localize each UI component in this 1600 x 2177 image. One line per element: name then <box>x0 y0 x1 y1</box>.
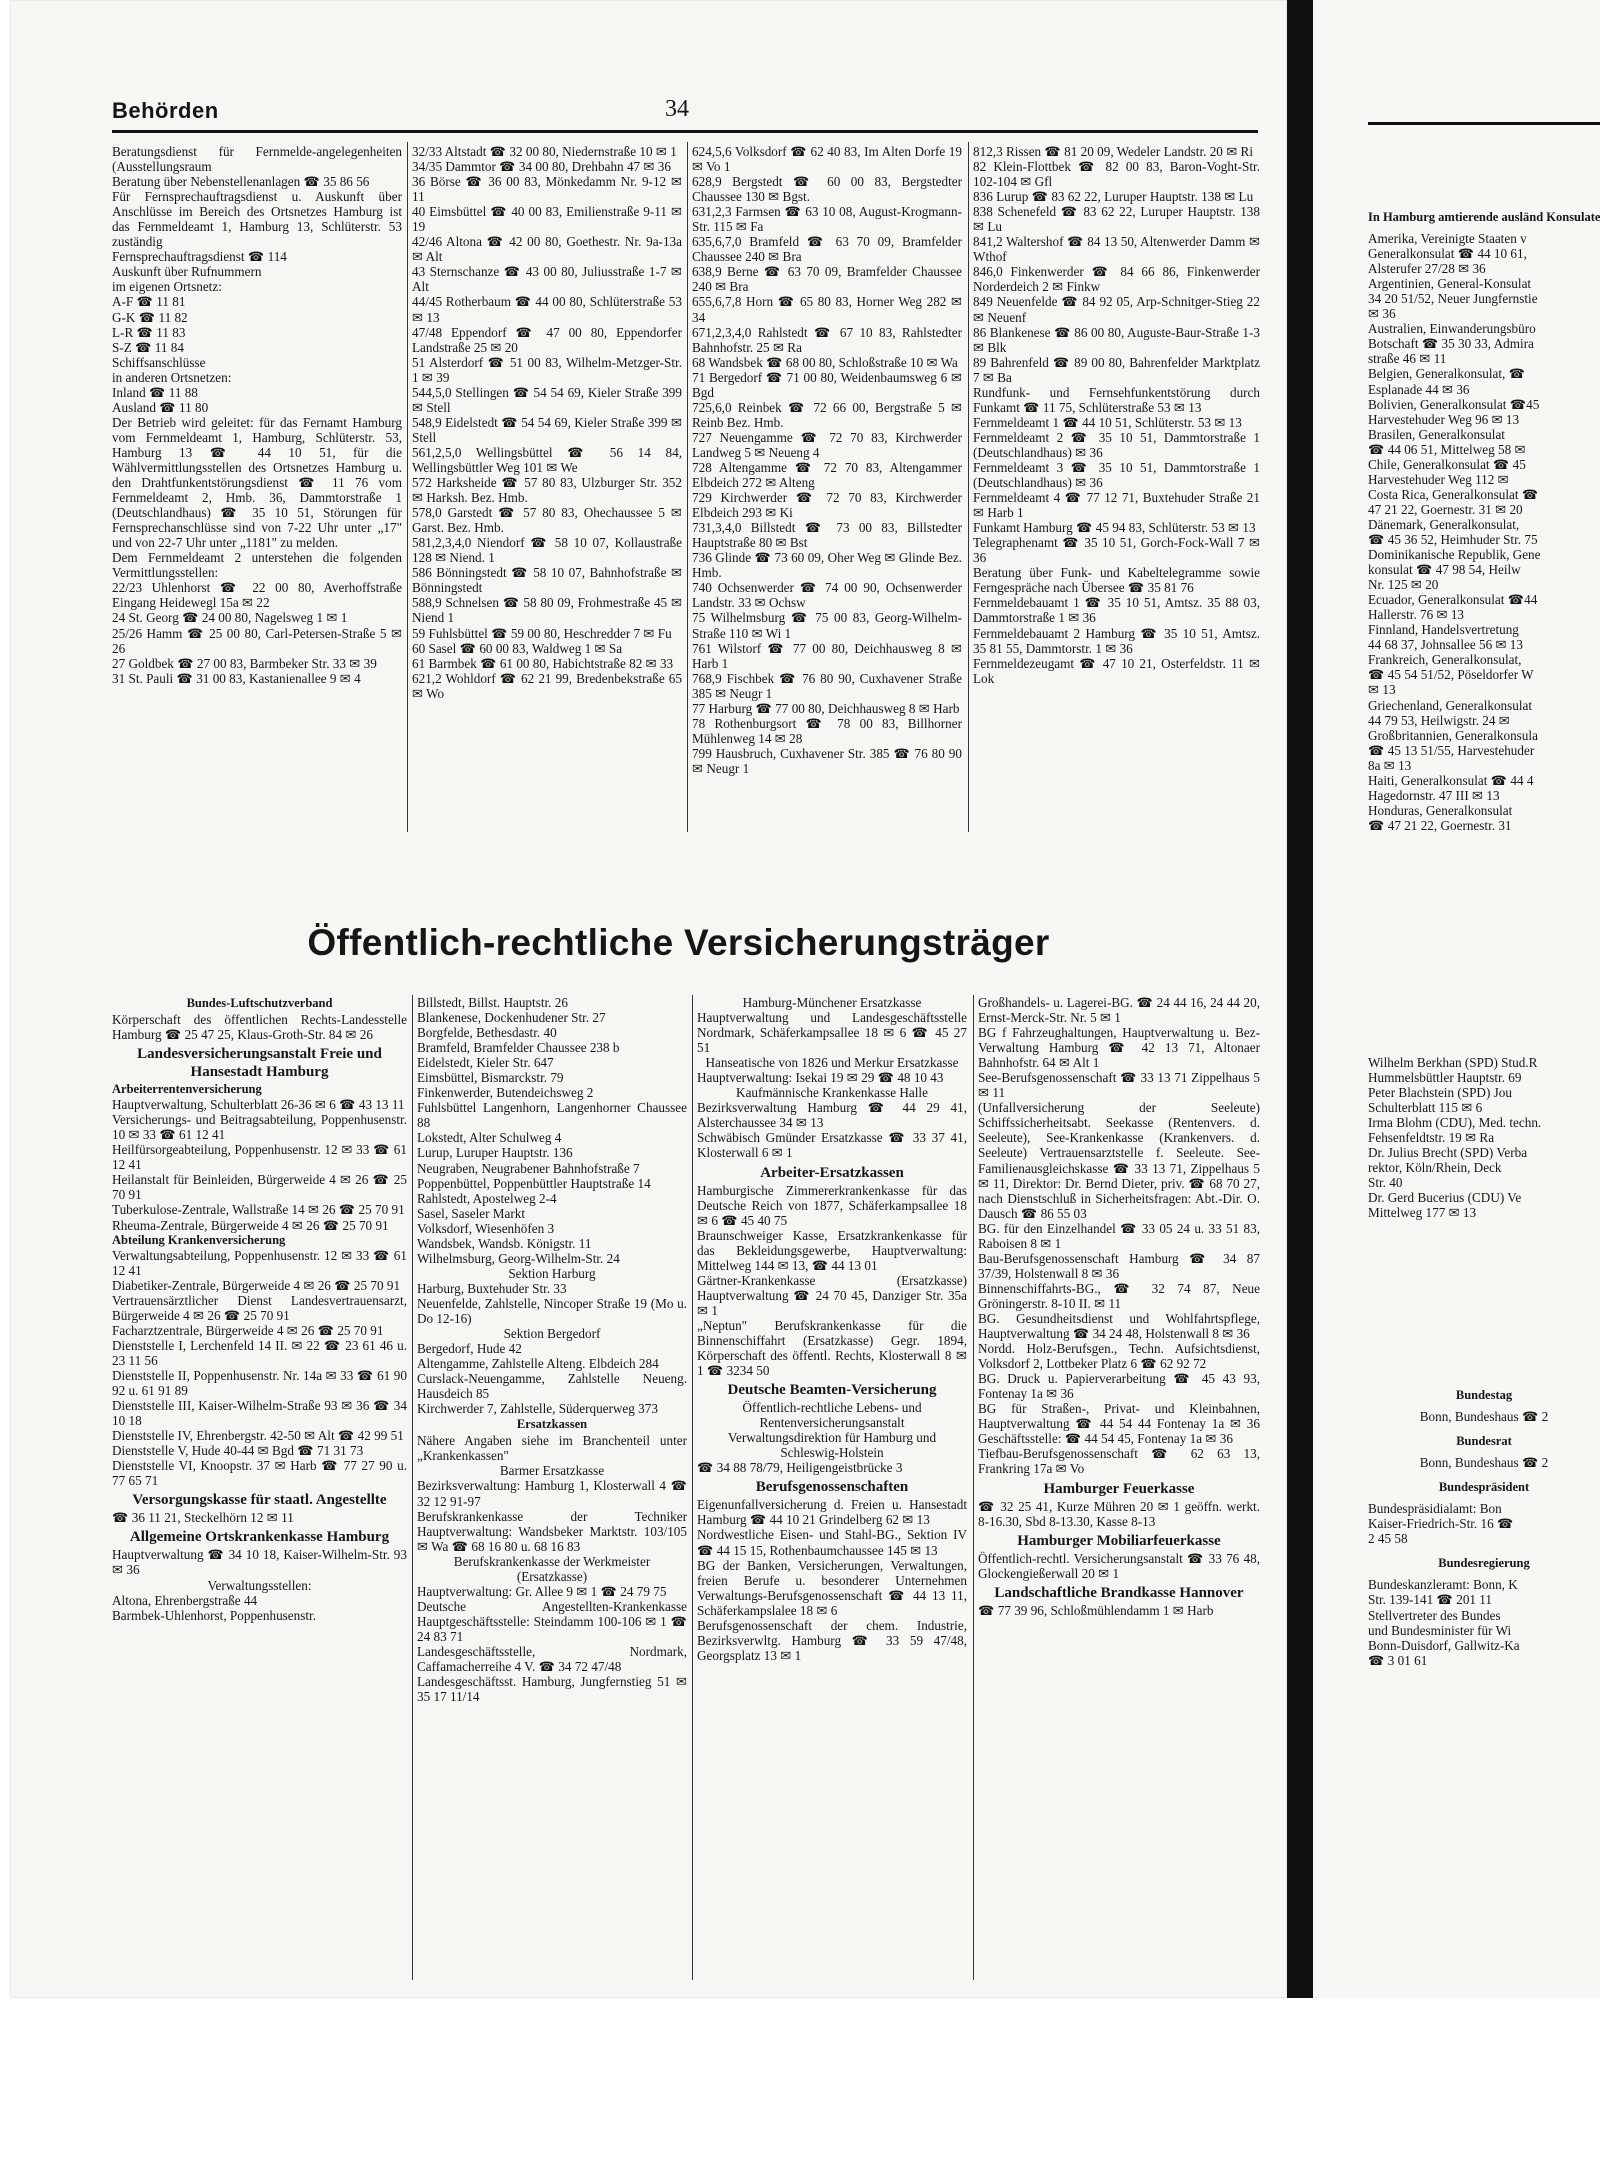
centered-line: Verwaltungsstellen: <box>207 1577 312 1593</box>
centered-line: Berufskrankenkasse der Werkmeister (Ersatzkasse) <box>453 1553 651 1584</box>
directory-entry: 578,0 Garstedt ☎ 57 80 83, Ohechaussee 5 ✉ Garst. Bez. Hmb. <box>412 505 682 536</box>
directory-entry: Hauptverwaltung: Isekai 19 ✉ 29 ☎ 48 10 43 <box>697 1070 944 1086</box>
centered-line: Hanseatische von 1826 und Merkur Ersatzkasse <box>705 1055 959 1071</box>
regierung-title: Bundesregierung <box>1438 1556 1530 1571</box>
directory-entry: 27 Goldbek ☎ 27 00 83, Barmbeker Str. 33 ✉ 39 <box>112 655 377 671</box>
directory-entry: Fernmeldeamt 2 ☎ 35 10 51, Dammtorstraße 1 (Deutschlandhaus) ✉ 36 <box>973 429 1260 460</box>
column-divider <box>973 995 974 1980</box>
directory-entry: Schwäbisch Gmünder Ersatzkasse ☎ 33 37 41, Klosterwall 6 ✉ 1 <box>697 1130 967 1161</box>
bundesrat-title: Bundesrat <box>1456 1434 1512 1449</box>
bundesrat-text: Bonn, Bundeshaus ☎ 2 <box>1419 1455 1549 1471</box>
bundestag-text: Bonn, Bundeshaus ☎ 2 <box>1419 1409 1549 1425</box>
directory-entry: 728 Altengamme ☎ 72 70 83, Altengammer Elbdeich 272 ✉ Alteng <box>692 459 962 491</box>
centered-line: Hamburg-Münchener Ersatzkasse <box>742 995 922 1010</box>
directory-entry: Dienststelle III, Kaiser-Wilhelm-Straße 93 ✉ 36 ☎ 34 10 18 <box>112 1398 407 1429</box>
directory-entry: 51 Alsterdorf ☎ 51 00 83, Wilhelm-Metzger-Str. 1 ✉ 39 <box>412 354 682 385</box>
member-line: Peter Blachstein (SPD) Jou <box>1368 1085 1512 1101</box>
centered-line: Kaufmännische Krankenkasse Halle <box>736 1085 928 1101</box>
consulate-line: Ecuador, Generalkonsulat ☎44 <box>1368 592 1538 608</box>
consulate-line: Dominikanische Republik, Gene <box>1368 547 1541 563</box>
directory-entry: Ausland ☎ 11 80 <box>112 399 209 415</box>
bottom-column-1 <box>112 995 407 1985</box>
directory-entry: Fernmeldeamt 3 ☎ 35 10 51, Dammtorstraße 1 (Deutschlandhaus) ✉ 36 <box>973 459 1260 491</box>
directory-entry: Blankenese, Dockenhudener Str. 27 <box>417 1010 606 1026</box>
directory-entry: Körperschaft des öffentlichen Rechts-Landesstelle Hamburg ☎ 25 47 25, Klaus-Groth-Str. 84 ✉ 26 <box>112 1012 407 1043</box>
section-heading: Arbeiter-Ersatzkassen <box>760 1164 904 1181</box>
directory-entry: Auskunft über Rufnummern <box>112 264 262 280</box>
directory-entry: Harburg, Buxtehuder Str. 33 <box>417 1280 567 1296</box>
directory-entry: 544,5,0 Stellingen ☎ 54 54 69, Kieler Straße 399 ✉ Stell <box>412 384 682 415</box>
directory-entry: 561,2,5,0 Wellingsbüttel ☎ 56 14 84, Wellingsbüttler Weg 101 ✉ We <box>412 444 682 475</box>
directory-entry: 635,6,7,0 Bramfeld ☎ 63 70 09, Bramfelder Chaussee 240 ✉ Bra <box>692 234 962 265</box>
directory-entry: Binnenschiffahrts-BG., ☎ 32 74 87, Neue Gröningerstr. 8-10 II. ✉ 11 <box>978 1280 1260 1311</box>
member-line: Wilhelm Berkhan (SPD) Stud.R <box>1368 1055 1538 1070</box>
directory-entry: 68 Wandsbek ☎ 68 00 80, Schloßstraße 10 ✉ Wa <box>692 354 958 370</box>
column-divider <box>692 995 693 1980</box>
directory-entry: Lokstedt, Alter Schulweg 4 <box>417 1130 562 1146</box>
directory-entry: Fuhlsbüttel Langenhorn, Langenhorner Chaussee 88 <box>417 1100 687 1131</box>
directory-entry: Neugraben, Neugrabener Bahnhofstraße 7 <box>417 1160 640 1176</box>
directory-entry: 31 St. Pauli ☎ 31 00 83, Kastanienallee 9 ✉ 4 <box>112 670 361 686</box>
directory-entry: Neuenfelde, Zahlstelle, Nincoper Straße 19 (Mo u. Do 12-16) <box>417 1295 687 1326</box>
directory-entry: Gärtner-Krankenkasse (Ersatzkasse) Hauptverwaltung ☎ 24 70 45, Danziger Str. 35a ✉ 1 <box>697 1272 967 1318</box>
directory-entry: BG für Straßen-, Privat- und Kleinbahnen, Hauptverwaltung ☎ 44 54 44 Fontenay 1a ✉ 36 Geschäftsstelle: ☎ 44 54 45, Fontenay 1a ✉ 36 <box>978 1401 1260 1447</box>
directory-entry: Borgfelde, Bethesdastr. 40 <box>417 1025 557 1041</box>
top-column-3 <box>692 144 962 844</box>
directory-entry: Billstedt, Billst. Hauptstr. 26 <box>417 995 568 1010</box>
directory-entry: Berufsgenossenschaft der chem. Industrie, Bezirksverwltg. Hamburg ☎ 33 59 47/48, Georgsplatz 13 ✉ 1 <box>697 1617 967 1663</box>
consulate-line: Großbritannien, Generalkonsula <box>1368 727 1538 743</box>
directory-entry: Bau-Berufsgenossenschaft Hamburg ☎ 34 87 37/39, Holstenwall 8 ✉ 36 <box>978 1250 1260 1281</box>
directory-entry: Bezirksverwaltung: Hamburg 1, Klosterwall 4 ☎ 32 12 91-97 <box>417 1478 687 1509</box>
column-divider <box>407 142 408 832</box>
consulate-line: Harvestehuder Weg 96 ✉ 13 <box>1368 411 1520 427</box>
directory-entry: ☎ 34 88 78/79, Heiligengeistbrücke 3 <box>697 1460 903 1476</box>
member-line: Irma Blohm (CDU), Med. techn. <box>1368 1115 1542 1131</box>
consulate-line: straße 46 ✉ 11 <box>1368 351 1447 367</box>
directory-entry: in anderen Ortsnetzen: <box>112 369 232 385</box>
consulate-line: Honduras, Generalkonsulat <box>1368 802 1513 818</box>
directory-entry: Eigenunfallversicherung d. Freien u. Hansestadt Hamburg ☎ 44 10 21 Grindelberg 62 ✉ 13 <box>697 1497 967 1528</box>
directory-entry: Kirchwerder 7, Zahlstelle, Süderquerweg 373 <box>417 1401 658 1417</box>
directory-entry: Poppenbüttel, Poppenbüttler Hauptstraße 14 <box>417 1175 651 1191</box>
consulate-line: ☎ 45 36 52, Heimhuder Str. 75 <box>1368 531 1538 547</box>
consulate-line: ☎ 47 21 22, Goernestr. 31 <box>1368 817 1512 833</box>
directory-entry: Wandsbek, Wandsb. Königstr. 11 <box>417 1235 592 1251</box>
consulate-line: Harvestehuder Weg 112 ✉ <box>1368 471 1509 487</box>
consulate-line: Frankreich, Generalkonsulat, <box>1368 652 1522 668</box>
directory-entry: 727 Neuengamme ☎ 72 70 83, Kirchwerder Landweg 5 ✉ Neueng 4 <box>692 429 962 460</box>
directory-entry: Beratung über Nebenstellenanlagen ☎ 35 86 56 <box>112 174 370 190</box>
directory-entry: Hauptverwaltung: Gr. Allee 9 ✉ 1 ☎ 24 79 75 <box>417 1583 667 1599</box>
directory-entry: 655,6,7,8 Horn ☎ 65 80 83, Horner Weg 282 ✉ 34 <box>692 294 962 325</box>
directory-entry: Nordwestliche Eisen- und Stahl-BG., Sektion IV ☎ 44 15 15, Rothenbaumchaussee 145 ✉ 13 <box>697 1527 967 1558</box>
directory-entry: Braunschweiger Kasse, Ersatzkrankenkasse für das Bekleidungsgewerbe, Hauptverwaltung: Mittelweg 144 ✉ 13, ☎ 44 13 01 <box>697 1227 967 1273</box>
directory-entry: 761 Wilstorf ☎ 77 00 80, Deichhausweg 8 ✉ Harb 1 <box>692 640 962 671</box>
bundestag-title: Bundestag <box>1455 1388 1513 1402</box>
member-line: Str. 40 <box>1368 1175 1403 1191</box>
directory-entry: Hauptverwaltung ☎ 34 10 18, Kaiser-Wilhelm-Str. 93 ✉ 36 <box>112 1547 407 1578</box>
page-gutter <box>1287 0 1313 1998</box>
directory-entry: Rundfunk- und Fernsehfunkentstörung durch Funkamt ☎ 11 75, Schlüterstraße 53 ✉ 13 <box>973 384 1260 415</box>
subsection-heading: Bundes-Luftschutzverband <box>186 996 333 1010</box>
directory-entry: BG. Druck u. Papierverarbeitung ☎ 45 43 93, Fontenay 1a ✉ 36 <box>978 1371 1260 1402</box>
directory-entry: 846,0 Finkenwerder ☎ 84 66 86, Finkenwerder Norderdeich 2 ✉ Finkw <box>973 264 1260 295</box>
consulates-heading: In Hamburg amtierende ausländ Konsulate <box>1368 210 1600 224</box>
directory-entry: Berufskrankenkasse der Techniker Hauptverwaltung: Wandsbeker Marktstr. 103/105 ✉ Wa ☎ 68 16 80 u. 68 16 83 <box>417 1508 687 1554</box>
directory-entry: 43 Sternschanze ☎ 43 00 80, Juliusstraße 1-7 ✉ Alt <box>412 264 682 295</box>
consulate-line: Dänemark, Generalkonsulat, <box>1368 516 1520 532</box>
directory-entry: Nähere Angaben siehe im Branchenteil unter „Krankenkassen" <box>417 1433 687 1464</box>
directory-entry: Heilanstalt für Beinleiden, Bürgerweide 4 ✉ 26 ☎ 25 70 91 <box>112 1172 407 1203</box>
directory-entry: Dem Fernmeldeamt 2 unterstehen die folgenden Vermittlungsstellen: <box>112 550 402 581</box>
directory-entry: 812,3 Rissen ☎ 81 20 09, Wedeler Landstr. 20 ✉ Ri <box>973 144 1254 159</box>
section-heading: Landesversicherungsanstalt Freie und Hansestadt Hamburg <box>137 1046 382 1081</box>
section-heading: Hamburger Feuerkasse <box>1043 1480 1195 1497</box>
directory-entry: 71 Bergedorf ☎ 71 00 80, Weidenbaumsweg 6 ✉ Bgd <box>692 369 962 400</box>
consulate-line: ✉ 36 <box>1368 306 1396 322</box>
directory-entry: Wilhelmsburg, Georg-Wilhelm-Str. 24 <box>417 1250 620 1266</box>
directory-entry: Volksdorf, Wiesenhöfen 3 <box>417 1220 555 1236</box>
consulate-line: Costa Rica, Generalkonsulat ☎ <box>1368 486 1539 502</box>
praesident-line: Bundespräsidialamt: Bon <box>1368 1501 1502 1517</box>
directory-entry: Landesgeschäftsst. Hamburg, Jungfernstieg 51 ✉ 35 17 11/14 <box>417 1674 687 1705</box>
consulate-line: Nr. 125 ✉ 20 <box>1368 577 1439 593</box>
section-heading: Hamburger Mobiliarfeuerkasse <box>1017 1532 1221 1549</box>
directory-entry: Landesgeschäftsstelle, Nordmark, Caffamacherreihe 4 V. ☎ 34 72 47/48 <box>417 1643 687 1675</box>
directory-entry: BG der Banken, Versicherungen, Verwaltungen, freien Berufe u. besonderer Unternehmen Verwaltungs-Berufsgenossenschaft ☎ 44 13 11, Schäferkampslalee 18 ✉ 6 <box>697 1557 967 1618</box>
directory-entry: Verwaltungsabteilung, Poppenhusenstr. 12 ✉ 33 ☎ 61 12 41 <box>112 1247 407 1278</box>
directory-entry: 725,6,0 Reinbek ☎ 72 66 00, Bergstraße 5 ✉ Reinb Bez. Hmb. <box>692 399 962 430</box>
directory-entry: Großhandels- u. Lagerei-BG. ☎ 24 44 16, 24 44 20, Ernst-Merck-Str. Nr. 5 ✉ 1 <box>978 995 1260 1026</box>
directory-entry: 736 Glinde ☎ 73 60 09, Oher Weg ✉ Glinde Bez. Hmb. <box>692 550 962 581</box>
regierung-line: Bundeskanzleramt: Bonn, K <box>1368 1577 1518 1593</box>
directory-entry: Fernmeldezeugamt ☎ 47 10 21, Osterfeldstr. 11 ✉ Lok <box>973 655 1260 686</box>
directory-entry: 838 Schenefeld ☎ 83 62 22, Luruper Hauptstr. 138 ✉ Lu <box>973 204 1260 235</box>
directory-entry: Hauptverwaltung, Schulterblatt 26-36 ✉ 6 ☎ 43 13 11 <box>112 1097 405 1113</box>
directory-entry: 621,2 Wohldorf ☎ 62 21 99, Bredenbekstraße 65 ✉ Wo <box>412 670 682 701</box>
member-line: Hummelsbüttler Hauptstr. 69 <box>1368 1070 1522 1086</box>
directory-entry: BG. Gesundheitsdienst und Wohlfahrtspflege, Hauptverwaltung ☎ 34 24 48, Holstenwall 8 ✉ 36 <box>978 1310 1260 1342</box>
directory-entry: ☎ 36 11 21, Steckelhörn 12 ✉ 11 <box>112 1510 294 1526</box>
consulate-line: Haiti, Generalkonsulat ☎ 44 4 <box>1368 772 1534 788</box>
members-list <box>1368 1055 1600 1235</box>
consulate-line: ☎ 44 06 51, Mittelweg 58 ✉ <box>1368 441 1526 457</box>
regierung-line: und Bundesminister für Wi <box>1368 1622 1512 1638</box>
directory-entry: Rheuma-Zentrale, Bürgerweide 4 ✉ 26 ☎ 25 70 91 <box>112 1217 389 1233</box>
directory-entry: Dienststelle VI, Knoopstr. 37 ✉ Harb ☎ 77 27 90 u. 77 65 71 <box>112 1458 407 1489</box>
directory-entry: 548,9 Eidelstedt ☎ 54 54 69, Kieler Straße 399 ✉ Stell <box>412 414 682 445</box>
consulate-line: Esplanade 44 ✉ 36 <box>1368 381 1470 397</box>
directory-entry: 624,5,6 Volksdorf ☎ 62 40 83, Im Alten Dorfe 19 ✉ Vo 1 <box>692 144 962 175</box>
directory-entry: Öffentlich-rechtl. Versicherungsanstalt ☎ 33 76 48, Glockengießerwall 20 ✉ 1 <box>978 1550 1260 1581</box>
directory-entry: Dienststelle IV, Ehrenbergstr. 42-50 ✉ Alt ☎ 42 99 51 <box>112 1428 404 1444</box>
directory-entry: 24 St. Georg ☎ 24 00 80, Nagelsweg 1 ✉ 1 <box>112 610 348 626</box>
directory-entry: 40 Eimsbüttel ☎ 40 00 83, Emilienstraße 9-11 ✉ 19 <box>412 204 682 235</box>
section-heading: Deutsche Beamten-Versicherung <box>727 1382 937 1399</box>
consulate-line: Finnland, Handelsvertretung <box>1368 622 1519 638</box>
top-column-2 <box>412 144 682 844</box>
directory-entry: Eidelstedt, Kieler Str. 647 <box>417 1055 554 1071</box>
bottom-column-4 <box>978 995 1260 1985</box>
consulate-line: ✉ 13 <box>1368 682 1396 698</box>
directory-entry: ☎ 77 39 96, Schloßmühlendamm 1 ✉ Harb <box>978 1602 1214 1618</box>
directory-entry: 36 Börse ☎ 36 00 83, Mönkedamm Nr. 9-12 ✉ 11 <box>412 174 682 205</box>
directory-entry: Bezirksverwaltung Hamburg ☎ 44 29 41, Alsterchaussee 34 ✉ 13 <box>697 1100 967 1131</box>
regierung-line: Bonn-Duisdorf, Gallwitz-Ka <box>1368 1637 1520 1653</box>
bottom-column-3 <box>697 995 967 1985</box>
consulate-line: Hallerstr. 76 ✉ 13 <box>1368 607 1465 623</box>
directory-entry: A-F ☎ 11 81 <box>112 294 186 310</box>
consulate-line: Hagedornstr. 47 III ✉ 13 <box>1368 787 1500 803</box>
praesident-line: Kaiser-Friedrich-Str. 16 ☎ <box>1368 1516 1514 1532</box>
directory-entry: 75 Wilhelmsburg ☎ 75 00 83, Georg-Wilhelm-Straße 110 ✉ Wi 1 <box>692 610 962 641</box>
consulate-line: ☎ 45 54 51/52, Pöseldorfer W <box>1368 667 1534 683</box>
consulate-line: ☎ 45 13 51/55, Harvestehuder <box>1368 742 1535 758</box>
directory-entry: Dienststelle II, Poppenhusenstr. Nr. 14a ✉ 33 ☎ 61 90 92 u. 61 91 89 <box>112 1367 407 1399</box>
directory-entry: Beratung über Funk- und Kabeltelegramme sowie Ferngespräche nach Übersee ☎ 35 81 76 <box>973 565 1260 596</box>
centered-line: Sektion Bergedorf <box>503 1326 601 1342</box>
directory-entry: 89 Bahrenfeld ☎ 89 00 80, Bahrenfelder Marktplatz 7 ✉ Ba <box>973 354 1260 385</box>
directory-entry: Nordd. Holz-Berufsgen., Techn. Aufsichtsdienst, Volksdorf 2, Lottbeker Platz 6 ☎ 62 92 72 <box>978 1341 1260 1372</box>
directory-entry: Deutsche Angestellten-Krankenkasse Hauptgeschäftsstelle: Steindamm 100-106 ✉ 1 ☎ 24 83 71 <box>417 1598 687 1644</box>
directory-entry: Fernmeldebauamt 2 Hamburg ☎ 35 10 51, Amtsz. 35 81 55, Dammtorstr. 1 ✉ 36 <box>973 625 1260 656</box>
directory-entry: 638,9 Berne ☎ 63 70 09, Bramfelder Chaussee 240 ✉ Bra <box>692 264 962 295</box>
column-divider <box>968 142 969 832</box>
directory-entry: 25/26 Hamm ☎ 25 00 80, Carl-Petersen-Straße 5 ✉ 26 <box>112 625 402 656</box>
directory-entry: 581,2,3,4,0 Niendorf ☎ 58 10 07, Kollaustraße 128 ✉ Niend. 1 <box>412 535 682 566</box>
section-heading: Allgemeine Ortskrankenkasse Hamburg <box>129 1529 390 1546</box>
directory-entry: 47/48 Eppendorf ☎ 47 00 80, Eppendorfer Landstraße 25 ✉ 20 <box>412 324 682 355</box>
directory-entry: Funkamt Hamburg ☎ 45 94 83, Schlüterstr. 53 ✉ 13 <box>973 520 1256 536</box>
directory-entry: See-Berufsgenossenschaft ☎ 33 13 71 Zippelhaus 5 ✉ 11 <box>978 1070 1260 1101</box>
directory-entry: Tuberkulose-Zentrale, Wallstraße 14 ✉ 26 ☎ 25 70 91 <box>112 1202 405 1218</box>
directory-entry: Schiffsanschlüsse <box>112 354 206 370</box>
running-head: Behörden <box>112 98 219 123</box>
directory-entry: G-K ☎ 11 82 <box>112 309 188 325</box>
directory-entry: Inland ☎ 11 88 <box>112 384 198 400</box>
directory-entry: 82 Klein-Flottbek ☎ 82 00 83, Baron-Voght-Str. 102-104 ✉ Gfl <box>973 159 1260 190</box>
praesident-title: Bundespräsident <box>1438 1480 1530 1495</box>
directory-entry: 768,9 Fischbek ☎ 76 80 90, Cuxhavener Straße 385 ✉ Neugr 1 <box>692 670 962 701</box>
directory-entry: BG f Fahrzeughaltungen, Hauptverwaltung u. Bez-Verwaltung Hamburg ☎ 42 13 71, Altonaer Bahnhofstr. 64 ✉ Alt 1 <box>978 1025 1260 1071</box>
directory-entry: 59 Fuhlsbüttel ☎ 59 00 80, Heschredder 7 ✉ Fu <box>412 625 672 641</box>
directory-entry: Hauptverwaltung und Landesgeschäftsstelle Nordmark, Schäferkampsallee 18 ✉ 6 ☎ 45 27 51 <box>697 1010 967 1056</box>
consulate-line: Australien, Einwanderungsbüro <box>1368 321 1536 337</box>
directory-entry: Rahlstedt, Apostelweg 2-4 <box>417 1190 557 1206</box>
consulate-line: 47 21 22, Goernestr. 31 ✉ 20 <box>1368 501 1523 517</box>
directory-entry: Diabetiker-Zentrale, Bürgerweide 4 ✉ 26 ☎ 25 70 91 <box>112 1277 401 1293</box>
directory-entry: Finkenwerder, Butendeichsweg 2 <box>417 1085 594 1101</box>
consulate-line: Argentinien, General-Konsulat <box>1368 276 1532 292</box>
consulate-line: Alsterufer 27/28 ✉ 36 <box>1368 261 1486 277</box>
directory-entry: Curslack-Neuengamme, Zahlstelle Neueng. Hausdeich 85 <box>417 1371 687 1402</box>
directory-entry: Fernmeldebauamt 1 ☎ 35 10 51, Amtsz. 35 88 03, Dammtorstraße 1 ✉ 36 <box>973 595 1260 626</box>
consulate-line: Chile, Generalkonsulat ☎ 45 <box>1368 456 1526 472</box>
directory-entry: ☎ 32 25 41, Kurze Mühren 20 ✉ 1 geöffn. werkt. 8-16.30, Sbd 8-13.30, Kasse 8-13 <box>978 1498 1260 1529</box>
directory-entry: 628,9 Bergstedt ☎ 60 00 83, Bergstedter Chaussee 130 ✉ Bgst. <box>692 174 962 205</box>
section-heading: Landschaftliche Brandkasse Hannover <box>994 1584 1244 1601</box>
directory-entry: L-R ☎ 11 83 <box>112 324 186 340</box>
directory-entry: Dienststelle I, Lerchenfeld 14 II. ✉ 22 ☎ 23 61 46 u. 23 11 56 <box>112 1337 407 1368</box>
consulate-line: Amerika, Vereinigte Staaten v <box>1368 231 1527 247</box>
directory-entry: 841,2 Waltershof ☎ 84 13 50, Altenwerder Damm ✉ Wthof <box>973 234 1260 265</box>
directory-entry: Tiefbau-Berufsgenossenschaft ☎ 62 63 13, Frankring 17a ✉ Vo <box>978 1446 1260 1477</box>
directory-entry: Altona, Ehrenbergstraße 44 <box>112 1592 258 1608</box>
directory-entry: Lurup, Luruper Hauptstr. 136 <box>417 1145 573 1161</box>
directory-entry: 32/33 Altstadt ☎ 32 00 80, Niedernstraße 10 ✉ 1 <box>412 144 677 159</box>
directory-entry: Der Betrieb wird geleitet: für das Fernamt Hamburg vom Fernmeldeamt 1, Hamburg, Schlüterstr. 53, Hamburg 13 ☎ 44 10 51, für die Wählvermittlungsstellen des Ortsnetzes Hamburg u. den Drahtfunkentstörungsdienst ☎ 11 76 vom Fernmeldeamt 2, Hmb. 36, Dammtorstraße 1 (Deutschlandhaus) ☎ 35 10 51, Störungen für Fernsprechanschlüsse sind von 7-22 Uhr unter „17" und von 22-7 Uhr unter „1181" zu melden. <box>112 414 402 551</box>
directory-entry: 78 Rothenburgsort ☎ 78 00 83, Billhorner Mühlenweg 14 ✉ 28 <box>692 715 962 746</box>
member-line: Schulterblatt 115 ✉ 6 <box>1368 1100 1483 1116</box>
consulate-line: Brasilen, Generalkonsulat <box>1368 426 1505 442</box>
directory-entry: Dienststelle V, Hude 40-44 ✉ Bgd ☎ 71 31 73 <box>112 1443 364 1459</box>
directory-entry: 740 Ochsenwerder ☎ 74 00 90, Ochsenwerder Landstr. 33 ✉ Ochsw <box>692 580 962 611</box>
consulate-line: 44 79 53, Heilwigstr. 24 ✉ <box>1368 712 1510 728</box>
directory-entry: 799 Hausbruch, Cuxhavener Str. 385 ☎ 76 80 90 ✉ Neugr 1 <box>692 745 962 776</box>
member-line: Dr. Gerd Bucerius (CDU) Ve <box>1368 1190 1522 1206</box>
section-title: Öffentlich-rechtliche Versicherungsträger <box>307 922 1050 963</box>
praesident-line: 2 45 58 <box>1368 1531 1408 1547</box>
column-divider <box>687 142 688 832</box>
directory-entry: 588,9 Schnelsen ☎ 58 80 09, Frohmestraße 45 ✉ Niend 1 <box>412 595 682 626</box>
directory-entry: 42/46 Altona ☎ 42 00 80, Goethestr. Nr. 9a-13a ✉ Alt <box>412 234 682 265</box>
directory-entry: 849 Neuenfelde ☎ 84 92 05, Arp-Schnitger-Stieg 22 ✉ Neuenf <box>973 294 1260 325</box>
subsection-heading: Ersatzkassen <box>516 1417 588 1432</box>
header-rule <box>112 130 1258 133</box>
centered-line: Verwaltungsdirektion für Hamburg und Schleswig-Holstein <box>727 1430 937 1461</box>
directory-entry: Bramfeld, Bramfelder Chaussee 238 b <box>417 1040 620 1056</box>
directory-entry: 44/45 Rotherbaum ☎ 44 00 80, Schlüterstraße 53 ✉ 13 <box>412 294 682 325</box>
right-header-rule <box>1368 122 1600 125</box>
member-line: Fehsenfeldtstr. 19 ✉ Ra <box>1368 1130 1495 1146</box>
directory-entry: Für Fernsprechauftragsdienst u. Auskunft über Anschlüsse im Bereich des Ortsnetzes Hamburg ist das Fernmeldeamt 1, Hamburg 13, Schlüterstr. 53 zuständig <box>112 189 402 250</box>
centered-line: Barmer Ersatzkasse <box>499 1463 605 1479</box>
directory-entry: Eimsbüttel, Bismarckstr. 79 <box>417 1070 564 1086</box>
member-line: rektor, Köln/Rhein, Deck <box>1368 1160 1502 1176</box>
directory-entry: Telegraphenamt ☎ 35 10 51, Gorch-Fock-Wall 7 ✉ 36 <box>973 535 1260 566</box>
directory-entry: 586 Bönningstedt ☎ 58 10 07, Bahnhofstraße ✉ Bönningstedt <box>412 565 682 596</box>
centered-line: Sektion Harburg <box>508 1265 596 1281</box>
directory-entry: Altengamme, Zahlstelle Alteng. Elbdeich 284 <box>417 1356 659 1372</box>
top-column-4 <box>973 144 1260 844</box>
federal-institutions <box>1368 1378 1600 1678</box>
centered-line: Öffentlich-rechtliche Lebens- und Rentenversicherungsanstalt <box>742 1400 922 1431</box>
top-column-1 <box>112 144 402 844</box>
directory-entry: 34/35 Dammtor ☎ 34 00 80, Drehbahn 47 ✉ 36 <box>412 159 671 175</box>
directory-entry: 631,2,3 Farmsen ☎ 63 10 08, August-Krogmann-Str. 115 ✉ Fa <box>692 204 962 235</box>
directory-entry: 731,3,4,0 Billstedt ☎ 73 00 83, Billstedter Hauptstraße 80 ✉ Bst <box>692 520 962 551</box>
consulates-list <box>1368 210 1600 930</box>
directory-entry: 671,2,3,4,0 Rahlstedt ☎ 67 10 83, Rahlstedter Bahnhofstr. 25 ✉ Ra <box>692 324 962 355</box>
bottom-column-2 <box>417 995 687 1985</box>
directory-entry: BG. für den Einzelhandel ☎ 33 05 24 u. 33 51 83, Raboisen 8 ✉ 1 <box>978 1220 1260 1251</box>
directory-entry: 61 Barmbek ☎ 61 00 80, Habichtstraße 82 ✉ 33 <box>412 655 674 671</box>
consulate-line: 44 68 37, Johnsallee 56 ✉ 13 <box>1368 637 1523 653</box>
directory-entry: Facharztzentrale, Bürgerweide 4 ✉ 26 ☎ 25 70 91 <box>112 1322 384 1338</box>
directory-entry: 836 Lurup ☎ 83 62 22, Luruper Hauptstr. 138 ✉ Lu <box>973 189 1254 205</box>
directory-entry: 729 Kirchwerder ☎ 72 70 83, Kirchwerder Elbdeich 293 ✉ Ki <box>692 490 962 521</box>
directory-entry: 86 Blankenese ☎ 86 00 80, Auguste-Baur-Straße 1-3 ✉ Blk <box>973 324 1260 355</box>
directory-entry: Fernsprechauftragsdienst ☎ 114 <box>112 249 287 265</box>
directory-entry: 22/23 Uhlenhorst ☎ 22 00 80, Averhoffstraße Eingang Heidewegl 15a ✉ 22 <box>112 580 402 611</box>
directory-entry: Fernmeldeamt 4 ☎ 77 12 71, Buxtehuder Straße 21 ✉ Harb 1 <box>973 490 1260 521</box>
consulate-line: Botschaft ☎ 35 30 33, Admira <box>1368 336 1534 352</box>
directory-entry: „Neptun" Berufskrankenkasse für die Binnenschiffahrt (Ersatzkasse) Gegr. 1894, Körperschaft des öffentl. Rechts, Klosterwall 8 ✉ 1 ☎ 3234 50 <box>697 1317 967 1379</box>
directory-entry: Heilfürsorgeabteilung, Poppenhusenstr. 12 ✉ 33 ☎ 61 12 41 <box>112 1142 407 1173</box>
directory-entry: 60 Sasel ☎ 60 00 83, Waldweg 1 ✉ Sa <box>412 640 623 656</box>
directory-entry: Beratungsdienst für Fernmelde-angelegenheiten (Ausstellungsraum <box>112 144 402 175</box>
directory-entry: Fernmeldeamt 1 ☎ 44 10 51, Schlüterstr. 53 ✉ 13 <box>973 414 1242 430</box>
consulate-line: Belgien, Generalkonsulat, ☎ <box>1368 366 1526 382</box>
directory-entry: Barmbek-Uhlenhorst, Poppenhusenstr. <box>112 1607 317 1623</box>
consulate-line: 34 20 51/52, Neuer Jungfernstie <box>1368 291 1538 307</box>
directory-entry: im eigenen Ortsnetz: <box>112 279 222 295</box>
directory-entry: S-Z ☎ 11 84 <box>112 339 184 355</box>
consulate-line: Bolivien, Generalkonsulat ☎45 <box>1368 396 1540 412</box>
directory-entry: Versicherungs- und Beitragsabteilung, Poppenhusenstr. 10 ✉ 33 ☎ 61 12 41 <box>112 1112 407 1143</box>
consulate-line: Griechenland, Generalkonsulat <box>1368 697 1533 713</box>
regierung-line: Str. 139-141 ☎ 201 11 <box>1368 1592 1493 1608</box>
member-line: Mittelweg 177 ✉ 13 <box>1368 1205 1477 1221</box>
consulate-line: konsulat ☎ 47 98 54, Heilw <box>1368 562 1521 578</box>
directory-entry: 572 Harksheide ☎ 57 80 83, Ulzburger Str. 352 ✉ Harksh. Bez. Hmb. <box>412 475 682 506</box>
directory-entry: Vertrauensärztlicher Dienst Landesvertrauensarzt, Bürgerweide 4 ✉ 26 ☎ 25 70 91 <box>112 1292 407 1323</box>
subsection-label: Arbeiterrentenversicherung <box>112 1082 262 1097</box>
regierung-line: ☎ 3 01 61 <box>1368 1652 1428 1668</box>
page-number: 34 <box>665 96 689 122</box>
section-heading: Berufsgenossenschaften <box>755 1479 909 1496</box>
consulate-line: 8a ✉ 13 <box>1368 757 1412 773</box>
directory-entry: Bergedorf, Hude 42 <box>417 1341 522 1357</box>
subsection-label: Abteilung Krankenversicherung <box>112 1232 286 1247</box>
directory-entry: (Unfallversicherung der Seeleute) Schiffssicherheitsabt. Seekasse (Rentenvers. d. Seeleute), See-Krankenkasse (Krankenvers. d. Seeleute) Vertrauensarztstelle f. Seeleute. See-Familienausgleichskasse ☎ 33 13 71, Zippelhaus 5 ✉ 11, Direktor: Dr. Bernd Dieter, priv. ☎ 68 70 27, nach Dienstschluß in Sicherheitsfragen: Abt.-Dir. O. Dausch ☎ 86 55 03 <box>978 1100 1260 1221</box>
member-line: Dr. Julius Brecht (SPD) Verba <box>1368 1145 1528 1161</box>
column-divider <box>412 995 413 1980</box>
section-heading: Versorgungskasse für staatl. Angestellte <box>132 1492 387 1509</box>
consulate-line: Generalkonsulat ☎ 44 10 61, <box>1368 246 1527 262</box>
directory-entry: Hamburgische Zimmererkrankenkasse für das Deutsche Reich von 1877, Schäferkampsallee 18 ✉ 6 ☎ 45 40 75 <box>697 1182 967 1228</box>
regierung-line: Stellvertreter des Bundes <box>1368 1607 1501 1623</box>
directory-entry: 77 Harburg ☎ 77 00 80, Deichhausweg 8 ✉ Harb <box>692 700 960 716</box>
directory-entry: Sasel, Saseler Markt <box>417 1205 526 1221</box>
